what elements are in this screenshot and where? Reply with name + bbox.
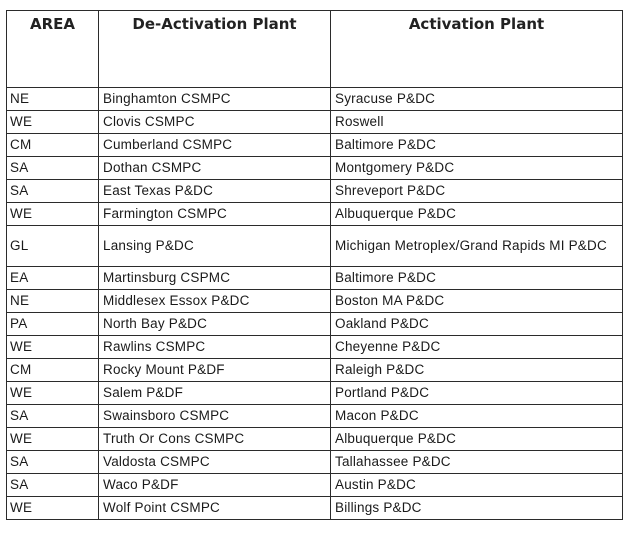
deactivation-cell: Binghamton CSMPC [99, 88, 331, 111]
area-cell: GL [7, 226, 99, 267]
activation-cell: Roswell [331, 111, 623, 134]
table-row [7, 157, 623, 180]
area-cell: WE [7, 336, 99, 359]
deactivation-cell: Rawlins CSMPC [99, 336, 331, 359]
table-row [7, 359, 623, 382]
area-cell: SA [7, 405, 99, 428]
area-cell: SA [7, 157, 99, 180]
table-row [7, 451, 623, 474]
header-deactivation-plant: De-Activation Plant [99, 11, 331, 88]
activation-cell: Michigan Metroplex/Grand Rapids MI P&DC [331, 226, 623, 267]
area-cell: NE [7, 88, 99, 111]
deactivation-cell: Middlesex Essox P&DC [99, 290, 331, 313]
table-row [7, 382, 623, 405]
header-activation-plant: Activation Plant [331, 11, 623, 88]
table-row [7, 474, 623, 497]
activation-cell: Cheyenne P&DC [331, 336, 623, 359]
area-cell: SA [7, 451, 99, 474]
deactivation-cell: Clovis CSMPC [99, 111, 331, 134]
activation-cell: Raleigh P&DC [331, 359, 623, 382]
area-cell: WE [7, 203, 99, 226]
plant-consolidation-table [6, 10, 623, 520]
activation-cell: Montgomery P&DC [331, 157, 623, 180]
deactivation-cell: Lansing P&DC [99, 226, 331, 267]
deactivation-cell: Wolf Point CSMPC [99, 497, 331, 520]
document-page [6, 10, 622, 520]
deactivation-cell: Truth Or Cons CSMPC [99, 428, 331, 451]
table-header [7, 11, 623, 88]
table-row [7, 405, 623, 428]
table-row [7, 497, 623, 520]
activation-cell: Syracuse P&DC [331, 88, 623, 111]
header-row [7, 11, 623, 88]
deactivation-cell: Salem P&DF [99, 382, 331, 405]
area-cell: WE [7, 111, 99, 134]
activation-cell: Billings P&DC [331, 497, 623, 520]
table-row [7, 203, 623, 226]
activation-cell: Baltimore P&DC [331, 267, 623, 290]
activation-cell: Portland P&DC [331, 382, 623, 405]
table-row [7, 290, 623, 313]
table-row [7, 180, 623, 203]
table-row [7, 226, 623, 267]
area-cell: SA [7, 180, 99, 203]
area-cell: SA [7, 474, 99, 497]
area-cell: WE [7, 497, 99, 520]
area-cell: EA [7, 267, 99, 290]
activation-cell: Oakland P&DC [331, 313, 623, 336]
table-row [7, 134, 623, 157]
activation-cell: Albuquerque P&DC [331, 428, 623, 451]
activation-cell: Macon P&DC [331, 405, 623, 428]
deactivation-cell: North Bay P&DC [99, 313, 331, 336]
table-row [7, 88, 623, 111]
activation-cell: Austin P&DC [331, 474, 623, 497]
area-cell: WE [7, 382, 99, 405]
area-cell: WE [7, 428, 99, 451]
table-row [7, 267, 623, 290]
deactivation-cell: Farmington CSMPC [99, 203, 331, 226]
deactivation-cell: Rocky Mount P&DF [99, 359, 331, 382]
activation-cell: Boston MA P&DC [331, 290, 623, 313]
area-cell: PA [7, 313, 99, 336]
deactivation-cell: Martinsburg CSPMC [99, 267, 331, 290]
deactivation-cell: Valdosta CSMPC [99, 451, 331, 474]
table-row [7, 111, 623, 134]
area-cell: CM [7, 134, 99, 157]
deactivation-cell: Dothan CSMPC [99, 157, 331, 180]
header-area: AREA [7, 11, 99, 88]
deactivation-cell: East Texas P&DC [99, 180, 331, 203]
table-row [7, 336, 623, 359]
deactivation-cell: Swainsboro CSMPC [99, 405, 331, 428]
area-cell: CM [7, 359, 99, 382]
table-row [7, 313, 623, 336]
deactivation-cell: Cumberland CSMPC [99, 134, 331, 157]
activation-cell: Albuquerque P&DC [331, 203, 623, 226]
activation-cell: Tallahassee P&DC [331, 451, 623, 474]
table-body [7, 88, 623, 520]
deactivation-cell: Waco P&DF [99, 474, 331, 497]
activation-cell: Shreveport P&DC [331, 180, 623, 203]
activation-cell: Baltimore P&DC [331, 134, 623, 157]
table-row [7, 428, 623, 451]
area-cell: NE [7, 290, 99, 313]
